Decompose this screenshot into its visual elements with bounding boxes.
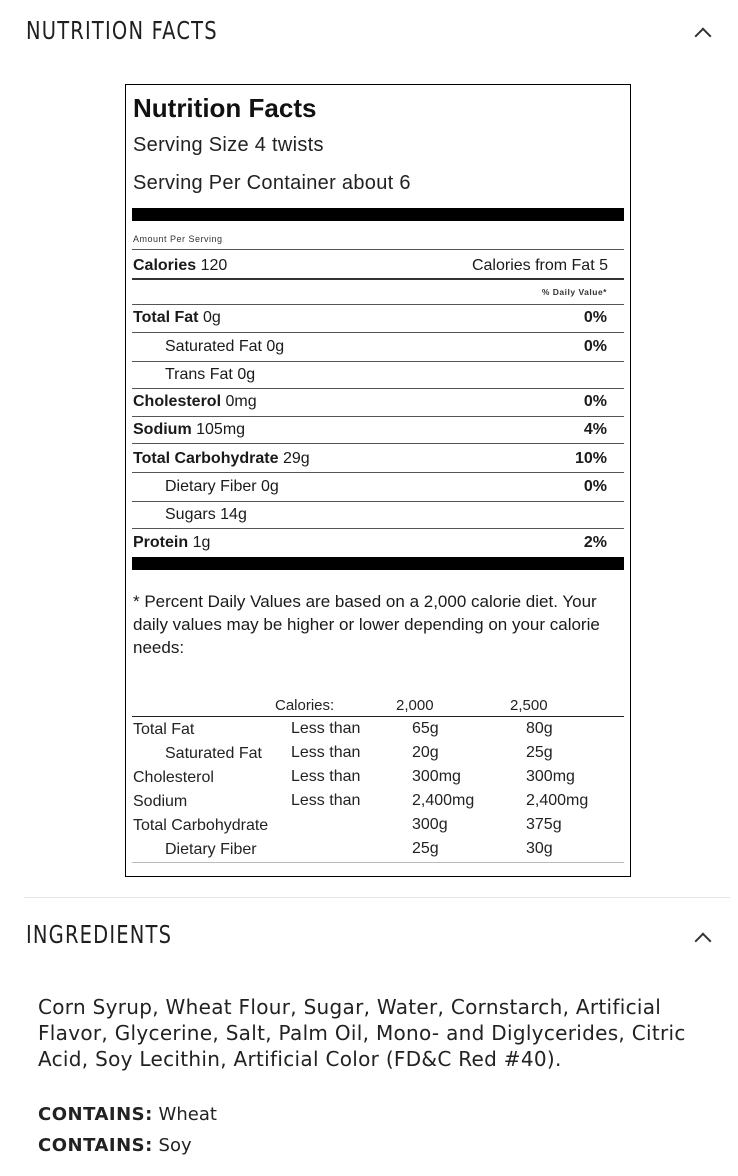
ingredients-accordion-header[interactable] [0,906,738,970]
nutrition-facts-heading: NUTRITION FACTS [26,16,218,45]
chevron-up-icon[interactable] [695,28,712,45]
contains-label: CONTAINS: [38,1135,153,1156]
divider [132,443,624,444]
nutrient-row-total-fat [132,305,624,331]
nutrient-dv: 0% [583,309,607,326]
nutrition-label [125,84,631,877]
nutrient-amount: 0g [202,309,221,326]
divider [132,332,624,333]
table-calories-header: Calories: [275,697,335,714]
table-cell-v2: 30g [526,840,553,857]
table-cell-cond: Less than [291,720,361,737]
divider [132,472,624,473]
table-cell-v2: 25g [526,744,553,761]
allergen-contains-soy [38,1135,192,1156]
nutrition-facts-accordion-header[interactable] [0,0,738,64]
table-cell-name: Sodium [133,793,188,810]
table-cell-cond: Less than [291,792,361,809]
nutrient-row-sugars [132,502,624,528]
serving-size: Serving Size 4 twists [133,134,324,156]
nutrient-amount: 0g [237,366,256,383]
table-cell-v1: 20g [412,744,439,761]
contains-label: CONTAINS: [38,1104,153,1125]
nutrient-amount: 0g [266,338,285,355]
table-cell-v1: 2,400mg [412,792,475,809]
nutrient-row-dietary-fiber [132,474,624,500]
nutrient-amount: 105mg [196,421,246,438]
nutrient-amount: 29g [282,450,310,467]
nutrient-amount: 14g [220,506,247,523]
thick-divider [132,208,624,221]
nutrient-row-total-carbohydrate [132,446,624,472]
nutrient-name: Cholesterol [133,393,222,410]
nutrient-row-protein [132,530,624,556]
thick-divider [132,557,624,570]
table-cell-v1: 300mg [412,768,461,785]
table-cell-v1: 300g [412,816,448,833]
table-cell-v2: 375g [526,816,562,833]
nutrient-name: Total Fat [133,309,199,326]
nutrient-name: Sugars [165,506,216,523]
divider [132,278,624,280]
table-cell-name: Total Carbohydrate [133,817,269,834]
calories-row [132,253,624,279]
nutrient-name: Protein [133,534,189,551]
table-cell-name: Dietary Fiber [165,841,257,858]
nutrient-row-trans-fat [132,362,624,388]
allergen-contains-wheat [38,1104,217,1125]
nutrient-name: Sodium [133,421,192,438]
nutrient-dv: 10% [574,450,607,467]
divider [132,716,624,717]
nutrient-name: Trans Fat [165,366,233,383]
calories-value: 120 [200,257,228,274]
table-col-2500: 2,500 [510,697,548,714]
chevron-up-icon[interactable] [695,933,712,950]
contains-value: Wheat [158,1104,217,1125]
label-title: Nutrition Facts [133,93,317,123]
nutrient-dv: 0% [583,478,607,495]
table-cell-v1: 65g [412,720,439,737]
calories-from-fat: Calories from Fat 5 [471,257,608,274]
ingredients-heading: INGREDIENTS [26,920,173,949]
nutrient-row-saturated-fat [132,334,624,360]
nutrient-dv: 4% [583,421,607,438]
section-divider [24,897,730,898]
daily-value-header: % Daily Value* [541,287,607,297]
servings-per-container: Serving Per Container about 6 [133,172,411,194]
daily-value-footnote: * Percent Daily Values are based on a 2,000 calorie diet. Your daily values may be higher or lower depending on your calorie needs: [133,592,600,657]
table-cell-name: Saturated Fat [165,745,262,762]
nutrient-amount: 1g [192,534,211,551]
nutrient-name: Dietary Fiber [165,478,257,495]
nutrient-amount: 0mg [225,393,257,410]
table-cell-v2: 80g [526,720,553,737]
nutrient-row-sodium [132,417,624,443]
table-cell-name: Total Fat [133,721,195,738]
table-cell-cond: Less than [291,768,361,785]
table-cell-v1: 25g [412,840,439,857]
divider [132,249,624,250]
table-cell-name: Cholesterol [133,769,214,786]
table-cell-v2: 300mg [526,768,575,785]
nutrient-name: Total Carbohydrate [133,450,279,467]
calories-label: Calories [133,257,197,274]
divider [132,862,624,863]
divider [132,528,624,529]
nutrient-amount: 0g [261,478,279,495]
nutrient-dv: 0% [583,338,607,355]
table-cell-v2: 2,400mg [526,792,589,809]
table-cell-cond: Less than [291,744,361,761]
nutrient-dv: 0% [583,393,607,410]
table-col-2000: 2,000 [396,697,434,714]
nutrient-name: Saturated Fat [165,338,262,355]
nutrient-row-cholesterol [132,389,624,415]
amount-per-serving: Amount Per Serving [133,234,223,244]
ingredients-list: Corn Syrup, Wheat Flour, Sugar, Water, Cornstarch, Artificial Flavor, Glycerine, Salt, Palm Oil, Mono- and Diglycerides, Citric Acid, Soy Lecithin, Artificial Color (FD&C Red #40). [38,995,686,1071]
nutrient-dv: 2% [583,534,607,551]
contains-value: Soy [158,1135,192,1156]
